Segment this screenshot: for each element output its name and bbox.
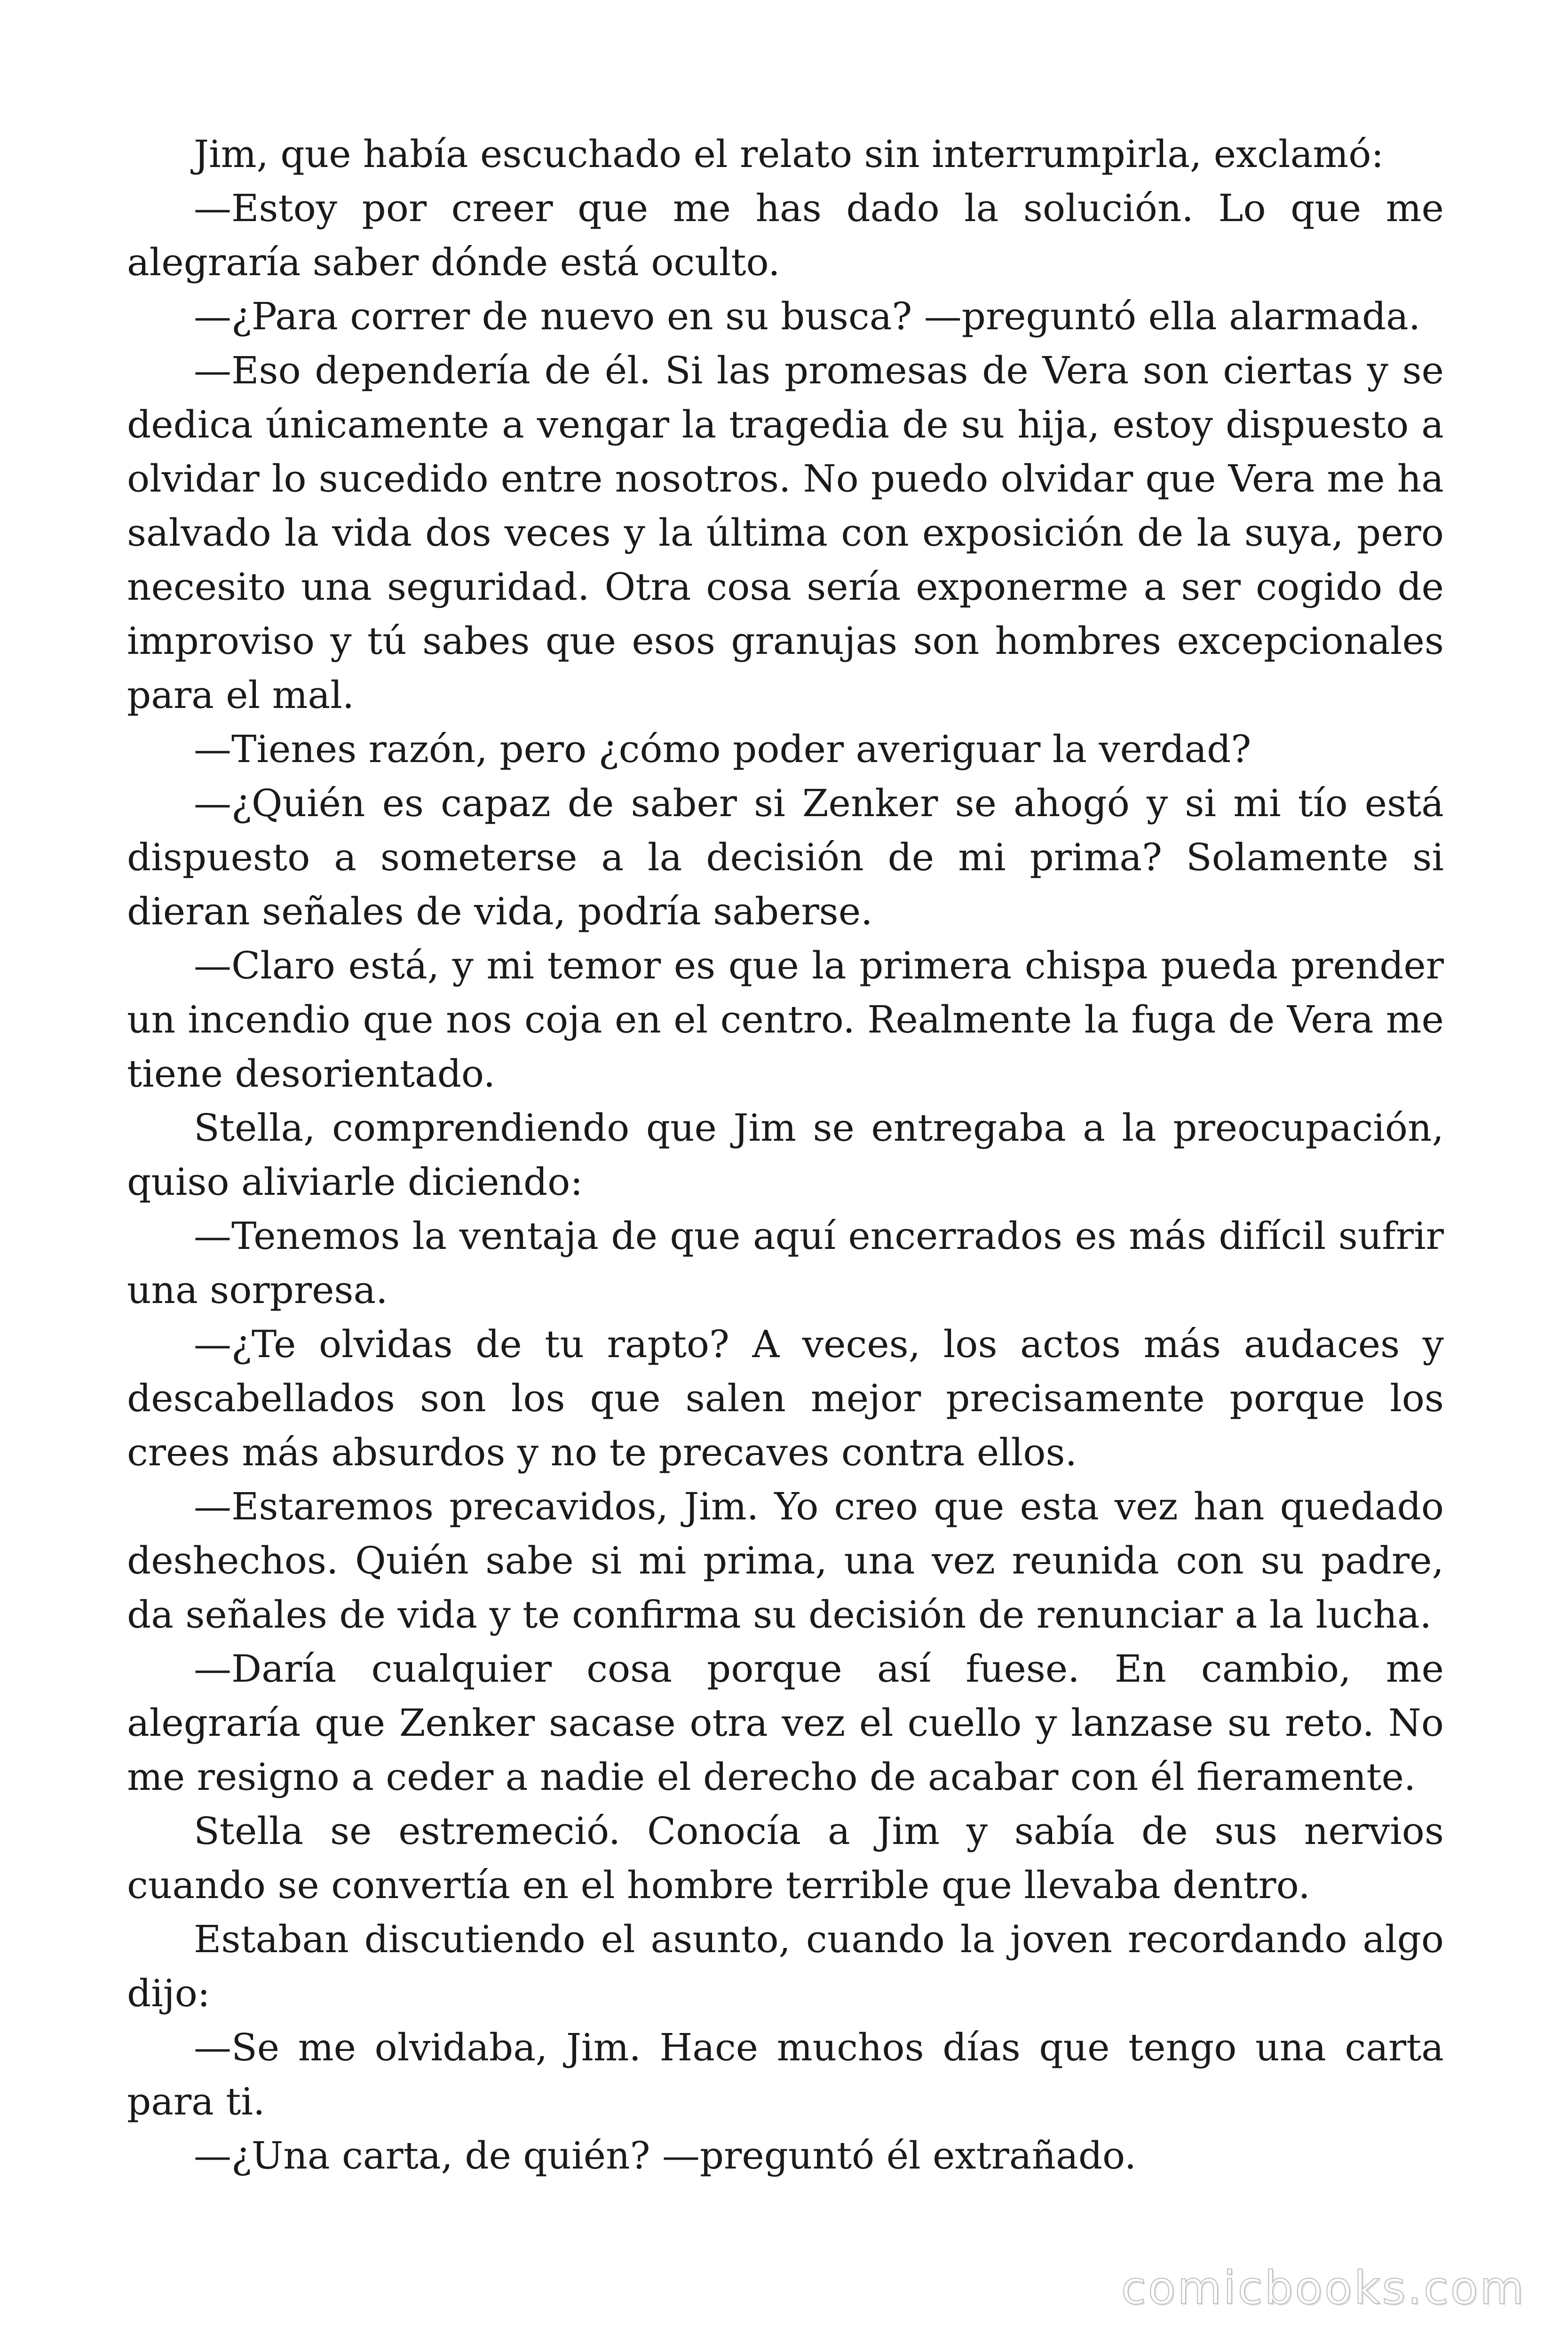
paragraph: —Estoy por creer que me has dado la solución. Lo que me alegraría saber dónde está oculto. — [127, 186, 1444, 284]
paragraph: —Tienes razón, pero ¿cómo poder averiguar la verdad? — [194, 727, 1251, 771]
paragraph: Stella se estremeció. Conocía a Jim y sabía de sus nervios cuando se convertía en el hombre terrible que llevaba dentro. — [127, 1809, 1444, 1907]
paragraph: —Tenemos la ventaja de que aquí encerrados es más difícil sufrir una sorpresa. — [127, 1214, 1444, 1312]
paragraph: —Daría cualquier cosa porque así fuese. En cambio, me alegraría que Zenker sacase otra vez el cuello y lanzase su reto. No me resigno a ceder a nadie el derecho de acabar con él fieramente. — [127, 1647, 1444, 1799]
paragraph: —Eso dependería de él. Si las promesas de Vera son ciertas y se dedica únicamente a vengar la tragedia de su hija, estoy dispuesto a olvidar lo sucedido entre nosotros. No puedo olvidar que Vera me ha salvado la vida dos veces y la última con exposición de la suya, pero necesito una seguridad. Otra cosa sería exponerme a ser cogido de improviso y tú sabes que esos granujas son hombres excepcionales para el mal. — [127, 349, 1444, 717]
watermark: comicbooks.com — [1121, 2262, 1526, 2314]
paragraph: Jim, que había escuchado el relato sin interrumpirla, exclamó: — [194, 132, 1384, 176]
paragraph: —¿Una carta, de quién? —preguntó él extrañado. — [194, 2134, 1137, 2177]
paragraph: —Estaremos precavidos, Jim. Yo creo que esta vez han quedado deshechos. Quién sabe si mi prima, una vez reunida con su padre, da señales de vida y te confirma su decisión de renunciar a la lucha. — [127, 1485, 1444, 1637]
paragraph: Stella, comprendiendo que Jim se entregaba a la preocupación, quiso aliviarle diciendo: — [127, 1106, 1444, 1204]
paragraph: —Se me olvidaba, Jim. Hace muchos días que tengo una carta para ti. — [127, 2026, 1444, 2123]
paragraph: —¿Quién es capaz de saber si Zenker se ahogó y si mi tío está dispuesto a someterse a la decisión de mi prima? Solamente si dieran señales de vida, podría saberse. — [127, 781, 1444, 933]
paragraph: —¿Para correr de nuevo en su busca? —preguntó ella alarmada. — [194, 294, 1421, 338]
paragraph: —Claro está, y mi temor es que la primera chispa pueda prender un incendio que nos coja en el centro. Realmente la fuga de Vera me tiene desorientado. — [127, 944, 1444, 1096]
paragraph: —¿Te olvidas de tu rapto? A veces, los actos más audaces y descabellados son los que salen mejor precisamente porque los crees más absurdos y no te precaves contra ellos. — [127, 1322, 1444, 1474]
paragraph: Estaban discutiendo el asunto, cuando la joven recordando algo dijo: — [127, 1917, 1444, 2015]
page-text — [127, 127, 1444, 2183]
